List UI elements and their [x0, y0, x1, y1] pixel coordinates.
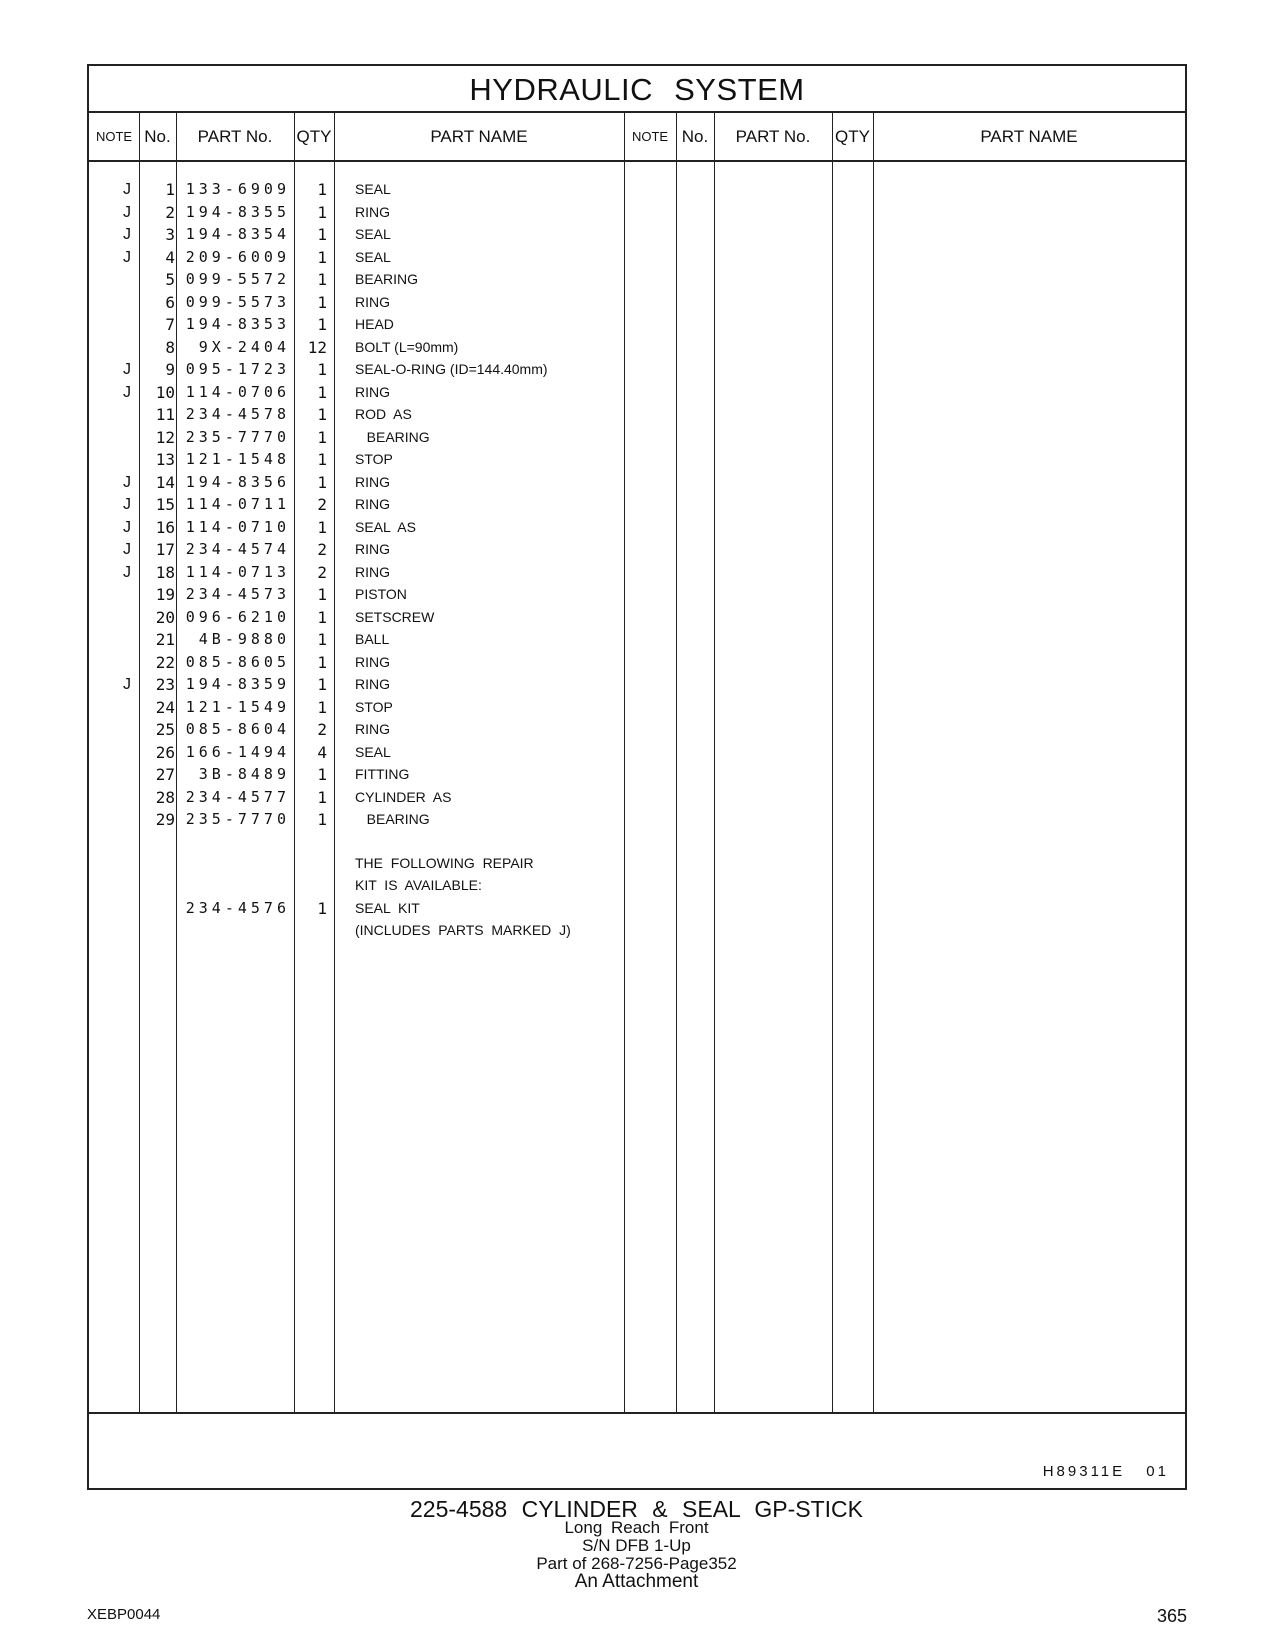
- part-number-cell: 234-4577: [185, 787, 290, 806]
- qty-cell: 2: [317, 540, 327, 559]
- qty-cell: 1: [317, 405, 327, 424]
- table-row: [89, 201, 629, 224]
- note-cell: J: [123, 518, 131, 536]
- table-row: [89, 426, 629, 449]
- note-cell: J: [123, 496, 131, 513]
- part-name-cell: HEAD: [355, 316, 394, 332]
- table-row: [89, 336, 629, 359]
- table-row: [89, 403, 629, 426]
- table-row: [89, 673, 629, 696]
- part-name-cell: RING: [355, 496, 390, 512]
- kit-part-number: 234-4576: [185, 899, 290, 917]
- note-cell: J: [123, 383, 131, 401]
- qty-cell: 1: [317, 225, 327, 244]
- part-number-cell: 121-1549: [185, 697, 290, 716]
- repair-note-text: THE FOLLOWING REPAIR: [355, 855, 534, 871]
- part-number-cell: 085-8604: [185, 720, 290, 738]
- note-cell: [89, 448, 131, 471]
- note-cell: [89, 763, 131, 786]
- table-row: [89, 246, 629, 269]
- item-number-cell: 21: [155, 630, 175, 649]
- part-name-cell: CYLINDER AS: [355, 788, 452, 805]
- note-cell: J: [123, 473, 131, 491]
- note-cell: J: [123, 563, 131, 581]
- table-row: [89, 381, 629, 404]
- note-cell: [89, 696, 131, 719]
- part-name-cell: SEAL AS: [355, 518, 416, 535]
- col-partno-left: PART No.: [197, 127, 273, 146]
- part-of-reference: Part of 268-7256-Page352: [536, 1554, 737, 1573]
- part-number-cell: 096-6210: [185, 607, 290, 626]
- note-cell: [89, 606, 131, 629]
- part-name-cell: ROD AS: [355, 406, 412, 422]
- col-note-left: NOTE: [95, 129, 133, 144]
- note-cell: [89, 336, 131, 359]
- col-note-right: NOTE: [631, 129, 669, 144]
- note-cell: J: [123, 181, 131, 198]
- note-cell: J: [123, 248, 131, 266]
- table-row: [89, 786, 629, 809]
- table-row: [89, 808, 629, 831]
- part-name-cell: RING: [355, 563, 390, 580]
- qty-cell: 1: [317, 450, 327, 469]
- qty-cell: 1: [317, 315, 327, 334]
- kit-row: [89, 897, 629, 920]
- col-qty-right: QTY: [835, 127, 870, 146]
- item-number-cell: 26: [155, 742, 175, 762]
- qty-cell: 1: [317, 787, 327, 807]
- section-title: HYDRAULIC SYSTEM: [89, 66, 1185, 113]
- qty-cell: 1: [317, 360, 327, 379]
- qty-cell: 12: [307, 337, 327, 357]
- qty-cell: 1: [317, 427, 327, 447]
- group-title: 225-4588 CYLINDER & SEAL GP-STICK: [410, 1496, 863, 1522]
- body-bottom-divider: [89, 1412, 1185, 1414]
- part-number-cell: 235-7770: [185, 427, 290, 446]
- table-row: [89, 291, 629, 314]
- table-row: [89, 583, 629, 606]
- part-name-cell: STOP: [355, 451, 393, 467]
- note-cell: [89, 403, 131, 426]
- part-number-cell: 194-8359: [185, 675, 290, 693]
- qty-cell: 1: [317, 517, 327, 537]
- part-number-cell: 121-1548: [185, 450, 290, 468]
- part-number-cell: 234-4574: [185, 540, 290, 558]
- table-row: [89, 448, 629, 471]
- note-cell: [89, 313, 131, 336]
- col-divider: [676, 113, 677, 1412]
- part-name-cell: PISTON: [355, 586, 407, 602]
- drawing-code: H89311E 01: [1042, 1463, 1169, 1480]
- part-number-cell: 114-0710: [185, 517, 290, 536]
- part-number-cell: 194-8355: [185, 202, 290, 221]
- table-row: [89, 741, 629, 764]
- item-number-cell: 19: [155, 585, 175, 604]
- qty-cell: 1: [317, 675, 327, 694]
- table-row: [89, 763, 629, 786]
- part-name-cell: RING: [355, 541, 390, 557]
- note-cell: J: [123, 676, 131, 693]
- qty-cell: 1: [317, 652, 327, 672]
- qty-cell: 2: [317, 562, 327, 582]
- qty-cell: 1: [317, 765, 327, 784]
- part-number-cell: 166-1494: [185, 742, 290, 761]
- item-number-cell: 9: [165, 360, 175, 379]
- item-number-cell: 11: [155, 405, 175, 424]
- part-name-cell: RING: [355, 383, 390, 400]
- serial-range: S/N DFB 1-Up: [582, 1536, 691, 1555]
- part-number-cell: 235-7770: [185, 810, 290, 828]
- col-divider: [832, 113, 833, 1412]
- part-number-cell: 099-5572: [185, 270, 290, 288]
- caption-line: An Attachment: [574, 1571, 699, 1592]
- note-cell: [89, 583, 131, 606]
- qty-cell: 1: [317, 810, 327, 829]
- kit-description: (INCLUDES PARTS MARKED J): [355, 922, 571, 938]
- kit-desc-line: [89, 919, 629, 942]
- table-row: [89, 313, 629, 336]
- col-name-left: PART NAME: [430, 127, 528, 146]
- note-cell: J: [123, 203, 131, 221]
- header-divider: [89, 160, 1185, 162]
- item-number-cell: 4: [165, 247, 175, 267]
- item-number-cell: 17: [155, 540, 175, 559]
- table-row: [89, 178, 629, 201]
- caption-line: Long Reach Front: [564, 1518, 709, 1537]
- part-name-cell: SEAL: [355, 248, 391, 265]
- qty-cell: 1: [317, 382, 327, 402]
- col-partno-right: PART No.: [735, 127, 811, 146]
- item-number-cell: 7: [165, 315, 175, 334]
- note-cell: [89, 628, 131, 651]
- part-name-cell: SEAL-O-RING (ID=144.40mm): [355, 361, 548, 377]
- repair-note-text: KIT IS AVAILABLE:: [355, 877, 482, 893]
- table-row: [89, 471, 629, 494]
- table-row: [89, 358, 629, 381]
- item-number-cell: 23: [155, 675, 175, 694]
- table-row: [89, 651, 629, 674]
- part-number-cell: 133-6909: [185, 180, 290, 198]
- col-name-right: PART NAME: [980, 127, 1078, 146]
- parts-table: [87, 64, 1187, 1490]
- item-number-cell: 24: [155, 697, 175, 717]
- item-number-cell: 14: [155, 472, 175, 492]
- item-number-cell: 18: [155, 562, 175, 582]
- item-number-cell: 1: [165, 180, 175, 199]
- part-name-cell: RING: [355, 293, 390, 310]
- part-number-cell: 194-8356: [185, 472, 290, 491]
- col-divider: [873, 113, 874, 1412]
- note-cell: [89, 718, 131, 741]
- qty-cell: 1: [317, 247, 327, 267]
- part-number-cell: 114-0711: [185, 495, 290, 513]
- part-number-cell: 114-0713: [185, 562, 290, 581]
- col-qty-left: QTY: [296, 127, 332, 146]
- part-name-cell: BEARING: [355, 271, 419, 287]
- qty-cell: 1: [317, 607, 327, 627]
- qty-cell: 1: [317, 697, 327, 717]
- item-number-cell: 20: [155, 607, 175, 627]
- table-row: [89, 696, 629, 719]
- note-cell: [89, 426, 131, 449]
- document-code: XEBP0044: [87, 1606, 161, 1623]
- note-cell: J: [123, 361, 131, 378]
- item-number-cell: 13: [155, 450, 175, 469]
- page-number: 365: [1156, 1606, 1187, 1626]
- part-number-cell: 114-0706: [185, 382, 290, 401]
- item-number-cell: 16: [155, 517, 175, 537]
- item-number-cell: 10: [155, 382, 175, 402]
- table-row: [89, 493, 629, 516]
- note-cell: [89, 741, 131, 764]
- part-name-cell: RING: [355, 473, 390, 490]
- repair-note-line: [89, 852, 629, 875]
- part-number-cell: 209-6009: [185, 247, 290, 266]
- qty-cell: 1: [317, 472, 327, 492]
- part-number-cell: 9X-2404: [198, 337, 290, 356]
- kit-qty: 1: [317, 899, 327, 918]
- col-divider: [714, 113, 715, 1412]
- repair-note-line: [89, 874, 629, 897]
- item-number-cell: 29: [155, 810, 175, 829]
- part-name-cell: BALL: [355, 631, 390, 647]
- qty-cell: 2: [317, 720, 327, 739]
- note-cell: J: [123, 541, 131, 558]
- part-name-cell: SEAL: [355, 181, 391, 197]
- item-number-cell: 2: [165, 202, 175, 222]
- part-number-cell: 3B-8489: [198, 765, 290, 783]
- qty-cell: 1: [317, 630, 327, 649]
- table-row: [89, 268, 629, 291]
- part-number-cell: 099-5573: [185, 292, 290, 311]
- item-number-cell: 6: [165, 292, 175, 312]
- part-name-cell: STOP: [355, 698, 393, 715]
- part-number-cell: 4B-9880: [198, 630, 290, 648]
- col-no-right: No.: [681, 127, 709, 146]
- qty-cell: 1: [317, 585, 327, 604]
- table-row: [89, 718, 629, 741]
- part-name-cell: FITTING: [355, 766, 410, 782]
- part-name-cell: RING: [355, 721, 390, 737]
- part-number-cell: 085-8605: [185, 652, 290, 671]
- part-name-cell: BEARING: [355, 428, 430, 445]
- qty-cell: 1: [317, 180, 327, 199]
- part-name-cell: BOLT (L=90mm): [355, 338, 459, 355]
- item-number-cell: 15: [155, 495, 175, 514]
- part-name-cell: RING: [355, 653, 390, 670]
- item-number-cell: 22: [155, 652, 175, 672]
- item-number-cell: 12: [155, 427, 175, 447]
- part-name-cell: SEAL: [355, 226, 391, 242]
- qty-cell: 2: [317, 495, 327, 514]
- qty-cell: 1: [317, 202, 327, 222]
- qty-cell: 1: [317, 270, 327, 289]
- table-row: [89, 516, 629, 539]
- note-cell: J: [123, 226, 131, 243]
- table-row: [89, 223, 629, 246]
- table-row: [89, 606, 629, 629]
- table-row: [89, 561, 629, 584]
- qty-cell: 1: [317, 292, 327, 312]
- note-cell: [89, 268, 131, 291]
- item-number-cell: 5: [165, 270, 175, 289]
- table-row: [89, 538, 629, 561]
- part-number-cell: 234-4578: [185, 405, 290, 423]
- part-name-cell: BEARING: [355, 811, 430, 827]
- part-number-cell: 095-1723: [185, 360, 290, 378]
- note-cell: [89, 786, 131, 809]
- note-cell: [89, 291, 131, 314]
- note-cell: [89, 808, 131, 831]
- part-name-cell: RING: [355, 676, 390, 692]
- part-name-cell: SEAL: [355, 743, 391, 760]
- item-number-cell: 8: [165, 337, 175, 357]
- part-name-cell: SETSCREW: [355, 608, 435, 625]
- item-number-cell: 25: [155, 720, 175, 739]
- item-number-cell: 3: [165, 225, 175, 244]
- item-number-cell: 28: [155, 787, 175, 807]
- part-number-cell: 234-4573: [185, 585, 290, 603]
- part-name-cell: RING: [355, 203, 390, 220]
- kit-name: SEAL KIT: [355, 900, 420, 916]
- part-number-cell: 194-8353: [185, 315, 290, 333]
- item-number-cell: 27: [155, 765, 175, 784]
- qty-cell: 4: [317, 742, 327, 762]
- table-row: [89, 628, 629, 651]
- part-number-cell: 194-8354: [185, 225, 290, 243]
- note-cell: [89, 651, 131, 674]
- col-no-left: No.: [144, 127, 171, 146]
